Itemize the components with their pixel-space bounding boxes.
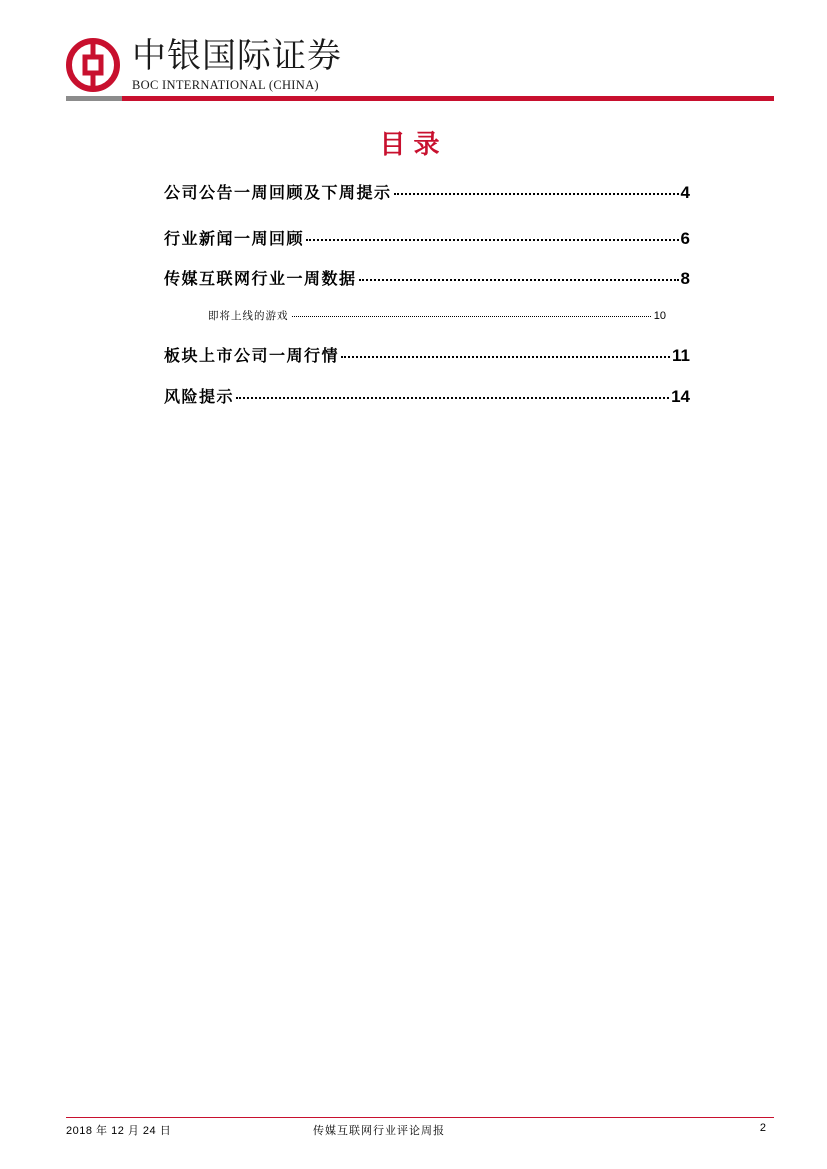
toc-entry[interactable] (164, 226, 690, 249)
header-rule-gray (66, 96, 122, 101)
footer-rule (66, 1117, 774, 1118)
toc-leader-dots (236, 397, 669, 399)
toc-entry-page: 14 (671, 387, 690, 406)
header-rule-red (122, 96, 774, 101)
toc-leader-dots (292, 316, 651, 317)
toc-entry[interactable] (164, 384, 690, 407)
boc-logo-icon (66, 38, 120, 92)
toc-entry[interactable] (164, 343, 690, 366)
toc-entry-label: 传媒互联网行业一周数据 (164, 269, 357, 288)
toc-leader-dots (359, 279, 679, 281)
toc-leader-dots (341, 356, 670, 358)
toc-leader-dots (306, 239, 679, 241)
toc-subentry[interactable] (208, 308, 666, 323)
brand-name-english: BOC INTERNATIONAL (CHINA) (132, 78, 319, 92)
toc-entry-page: 11 (672, 346, 690, 365)
toc-entry-page: 4 (680, 183, 690, 202)
page-header (66, 36, 774, 102)
footer-date: 2018 年 12 月 24 日 (66, 1125, 172, 1137)
brand-name-chinese: 中银国际证券 (132, 36, 342, 76)
toc-entry-page: 6 (680, 229, 690, 248)
toc-entry-label: 板块上市公司一周行情 (164, 346, 340, 365)
toc-entry-label: 行业新闻一周回顾 (164, 229, 305, 248)
footer-page-number: 2 (759, 1122, 766, 1134)
toc-entry-page: 8 (680, 269, 690, 288)
toc-entry-label: 公司公告一周回顾及下周提示 (164, 183, 392, 202)
toc-leader-dots (394, 193, 679, 195)
toc-subentry-page: 10 (653, 310, 666, 322)
toc-entry[interactable] (164, 180, 690, 203)
toc-title: 目录 (379, 130, 448, 160)
toc-entry[interactable] (164, 266, 690, 289)
footer-report-name: 传媒互联网行业评论周报 (313, 1124, 445, 1137)
toc-entry-label: 风险提示 (164, 387, 235, 406)
toc-subentry-label: 即将上线的游戏 (208, 310, 289, 322)
page-footer (66, 1122, 766, 1140)
